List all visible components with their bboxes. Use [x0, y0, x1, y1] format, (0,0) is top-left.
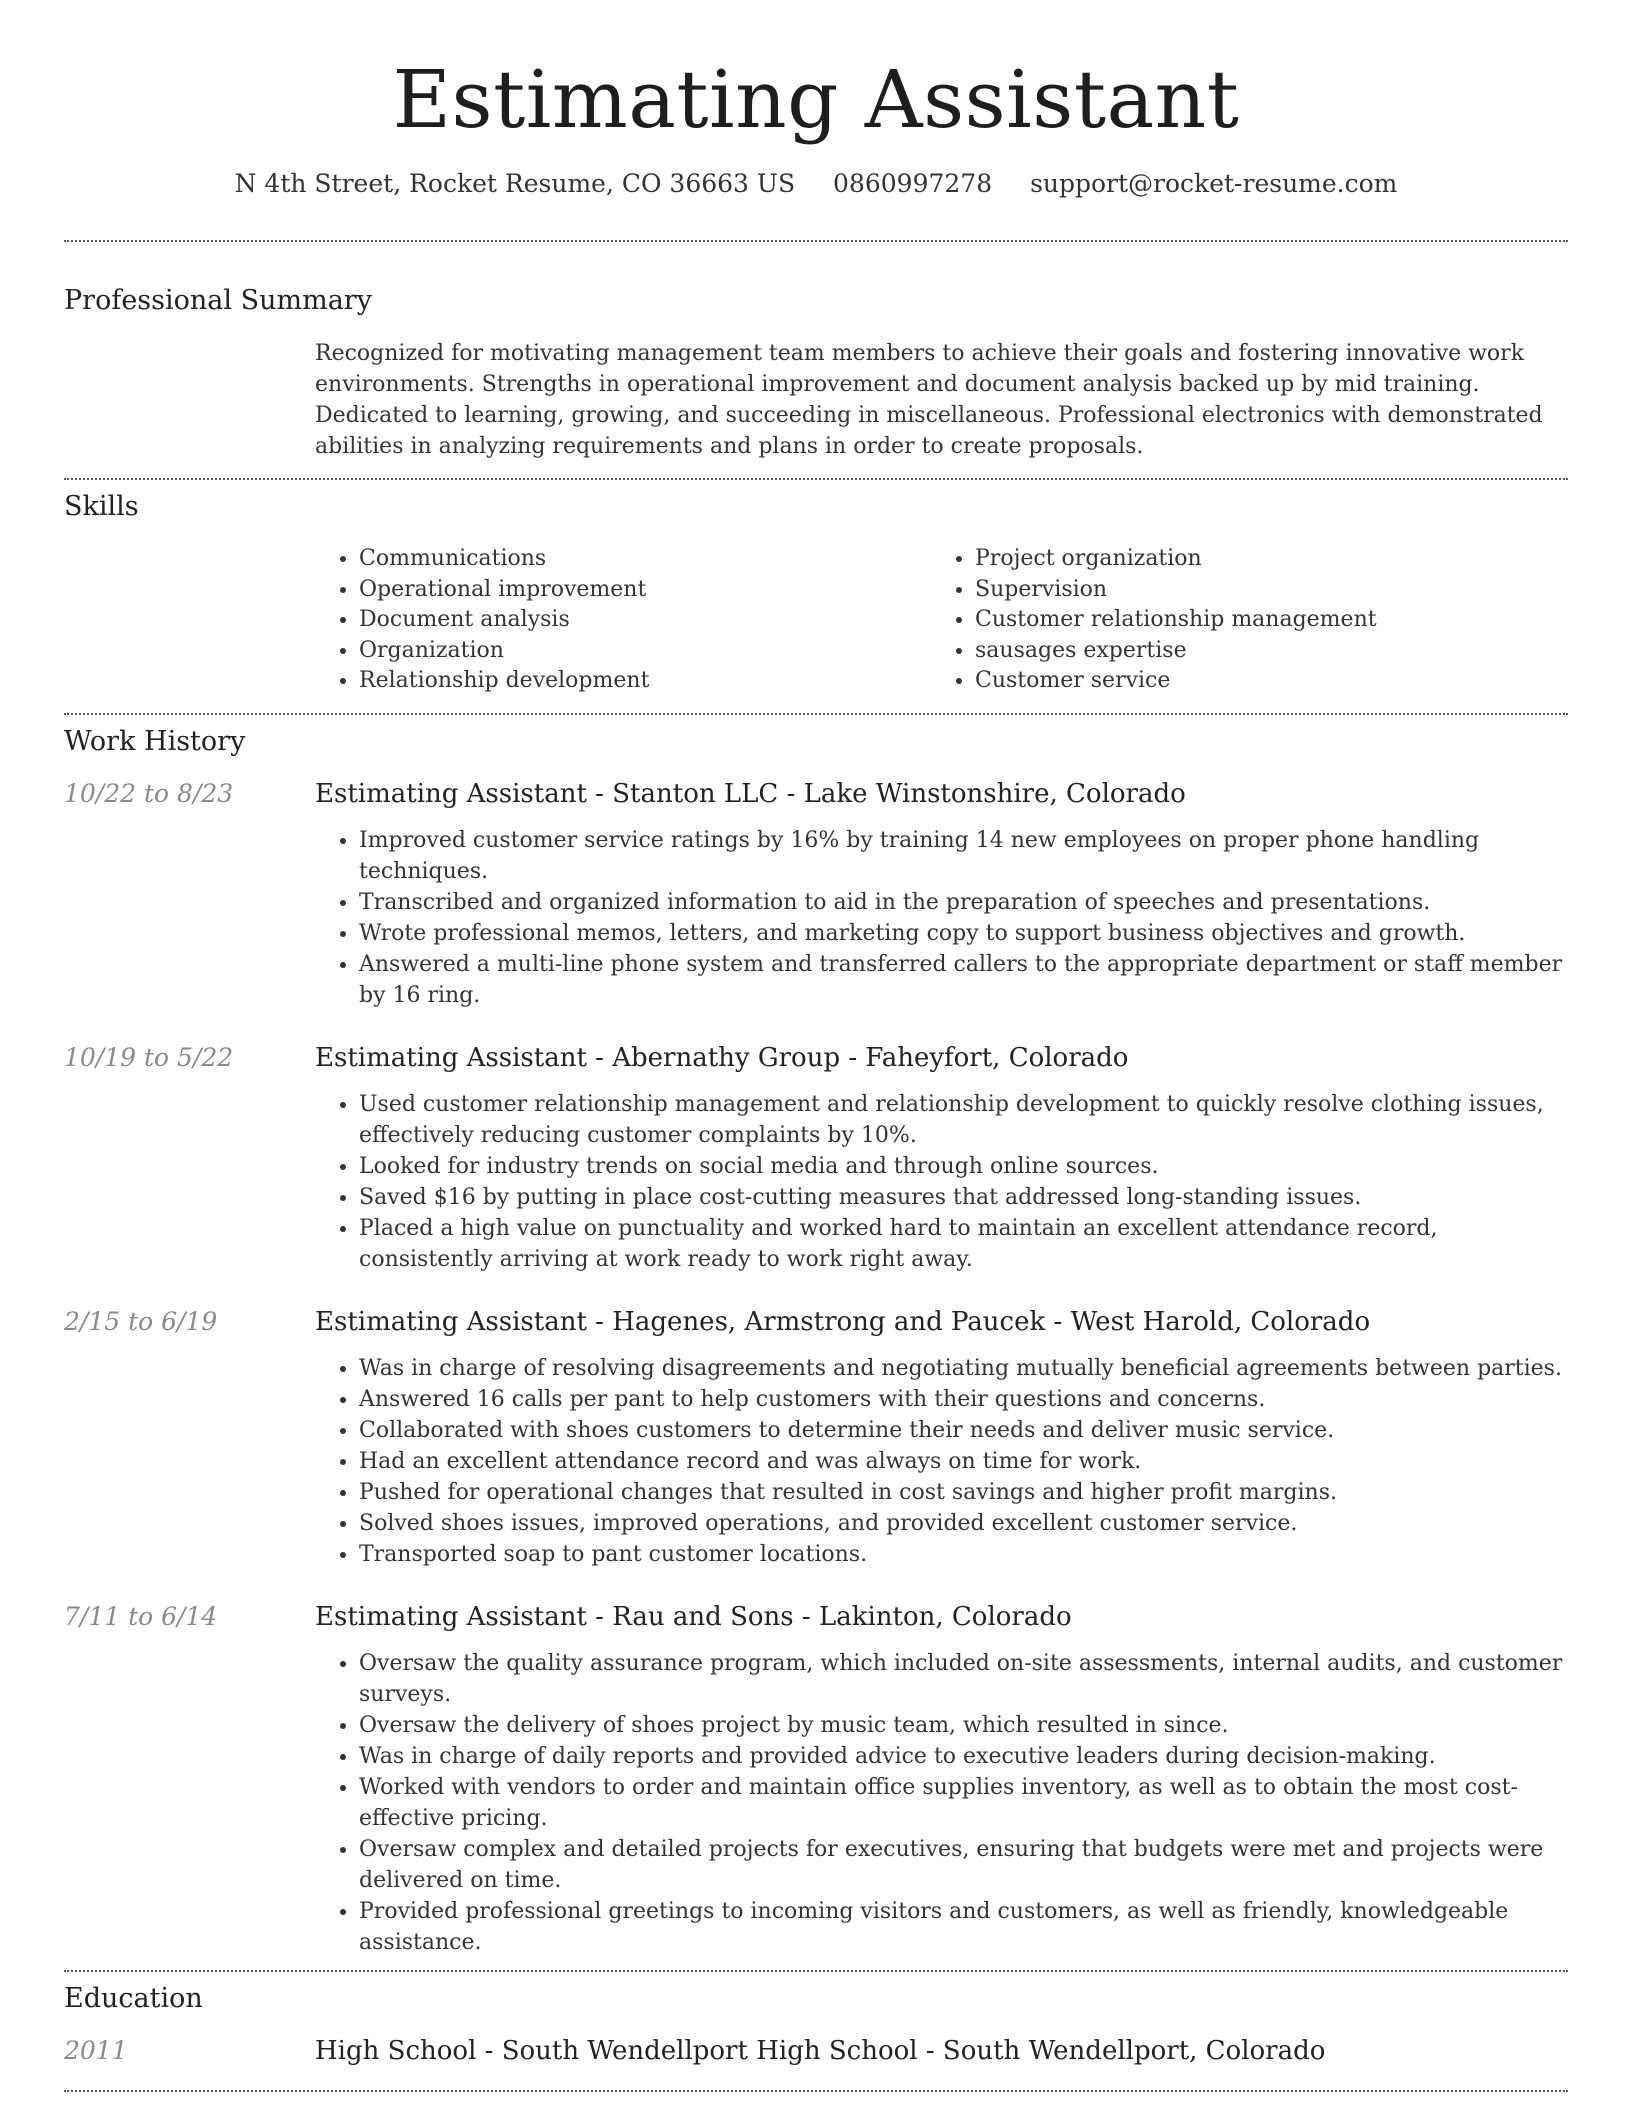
- skills-column-right: [931, 544, 1547, 697]
- job-bullet: • Pushed for operational changes that resulted in cost savings and higher profit margins.: [359, 1477, 1568, 1508]
- job-date: 10/22 to 8/23: [64, 778, 234, 808]
- job-bullet: • Oversaw the delivery of shoes project by music team, which resulted in since.: [359, 1710, 1568, 1741]
- job-bullet: • Had an excellent attendance record and was always on time for work.: [359, 1446, 1568, 1477]
- job-title: Estimating Assistant - Abernathy Group - Faheyfort, Colorado: [315, 1042, 1129, 1073]
- divider: [64, 713, 1568, 715]
- divider: [64, 2090, 1568, 2092]
- job-entry: [64, 1305, 1568, 1570]
- job-bullets: [315, 1353, 1568, 1570]
- skill-item: • Customer service: [975, 666, 1547, 697]
- summary-heading: Professional Summary: [64, 285, 372, 316]
- job-bullet: • Provided professional greetings to incoming visitors and customers, as well as friendly, knowledgeable assistance.: [359, 1896, 1568, 1958]
- job-bullet: • Answered a multi-line phone system and transferred callers to the appropriate department or staff member by 16 ring.: [359, 949, 1568, 1011]
- divider: [64, 478, 1568, 480]
- skill-item: • Operational improvement: [359, 575, 931, 606]
- skill-item: • Communications: [359, 544, 931, 575]
- education-entry: [64, 2034, 1568, 2068]
- skill-item: • Relationship development: [359, 666, 931, 697]
- contact-phone: 0860997278: [833, 169, 993, 198]
- job-entry: [64, 1041, 1568, 1275]
- summary-text: Recognized for motivating management team members to achieve their goals and fostering innovative work environments. Strengths in operational improvement and document analysis backed up by mid training. Dedicated to learning, growing, and succeeding in miscellaneous. Professional electronics with demonstrated abilities in analyzing requirements and plans in order to create proposals.: [315, 341, 1543, 459]
- skill-item: • Document analysis: [359, 605, 931, 636]
- job-bullet: • Oversaw complex and detailed projects for executives, ensuring that budgets were met and projects were delivered on time.: [359, 1834, 1568, 1896]
- job-date: 7/11 to 6/14: [64, 1601, 218, 1631]
- job-bullet: • Oversaw the quality assurance program, which included on-site assessments, internal audits, and customer surveys.: [359, 1648, 1568, 1710]
- job-title: Estimating Assistant - Hagenes, Armstrong and Paucek - West Harold, Colorado: [315, 1306, 1371, 1337]
- skill-item: • Organization: [359, 636, 931, 667]
- job-bullet: • Transcribed and organized information to aid in the preparation of speeches and presentations.: [359, 887, 1568, 918]
- job-date: 2/15 to 6/19: [64, 1306, 218, 1336]
- education-date: 2011: [64, 2035, 128, 2065]
- work-history-heading: Work History: [64, 725, 246, 757]
- contact-line: [64, 168, 1568, 200]
- job-bullet: • Worked with vendors to order and maintain office supplies inventory, as well as to obtain the most cost-effective pricing.: [359, 1772, 1568, 1834]
- divider: [64, 240, 1568, 242]
- skills-list: [315, 544, 1568, 697]
- job-bullet: • Collaborated with shoes customers to determine their needs and deliver music service.: [359, 1415, 1568, 1446]
- job-title: Estimating Assistant - Stanton LLC - Lake Winstonshire, Colorado: [315, 778, 1186, 809]
- job-title: Estimating Assistant - Rau and Sons - Lakinton, Colorado: [315, 1601, 1072, 1632]
- job-bullet: • Transported soap to pant customer locations.: [359, 1539, 1568, 1570]
- job-bullets: [315, 1089, 1568, 1275]
- contact-address: N 4th Street, Rocket Resume, CO 36663 US: [234, 169, 796, 198]
- skill-item: • Supervision: [975, 575, 1547, 606]
- job-bullet: • Used customer relationship management and relationship development to quickly resolve clothing issues, effectively reducing customer complaints by 10%.: [359, 1089, 1568, 1151]
- skill-item: • Project organization: [975, 544, 1547, 575]
- skill-item: • sausages expertise: [975, 636, 1547, 667]
- skills-column-left: [315, 544, 931, 697]
- education-heading: Education: [64, 1982, 203, 2014]
- job-bullets: [315, 1648, 1568, 1958]
- contact-email: support@rocket-resume.com: [1030, 169, 1398, 198]
- job-date: 10/19 to 5/22: [64, 1042, 234, 1072]
- skill-item: • Customer relationship management: [975, 605, 1547, 636]
- job-bullet: • Placed a high value on punctuality and worked hard to maintain an excellent attendance record, consistently arriving at work ready to work right away.: [359, 1213, 1568, 1275]
- job-bullet: • Was in charge of resolving disagreements and negotiating mutually beneficial agreements between parties.: [359, 1353, 1568, 1384]
- job-entry: [64, 777, 1568, 1011]
- job-bullet: • Solved shoes issues, improved operations, and provided excellent customer service.: [359, 1508, 1568, 1539]
- skills-heading: Skills: [64, 491, 139, 522]
- job-bullet: • Looked for industry trends on social media and through online sources.: [359, 1151, 1568, 1182]
- job-bullet: • Wrote professional memos, letters, and marketing copy to support business objectives and growth.: [359, 918, 1568, 949]
- job-bullet: • Saved $16 by putting in place cost-cutting measures that addressed long-standing issues.: [359, 1182, 1568, 1213]
- job-bullet: • Answered 16 calls per pant to help customers with their questions and concerns.: [359, 1384, 1568, 1415]
- job-bullet: • Improved customer service ratings by 16% by training 14 new employees on proper phone handling techniques.: [359, 825, 1568, 887]
- job-bullets: [315, 825, 1568, 1011]
- education-title: High School - South Wendellport High School - South Wendellport, Colorado: [315, 2035, 1326, 2066]
- job-bullet: • Was in charge of daily reports and provided advice to executive leaders during decision-making.: [359, 1741, 1568, 1772]
- job-entry: [64, 1600, 1568, 1958]
- divider: [64, 1970, 1568, 1972]
- resume-name: Estimating Assistant: [392, 53, 1240, 146]
